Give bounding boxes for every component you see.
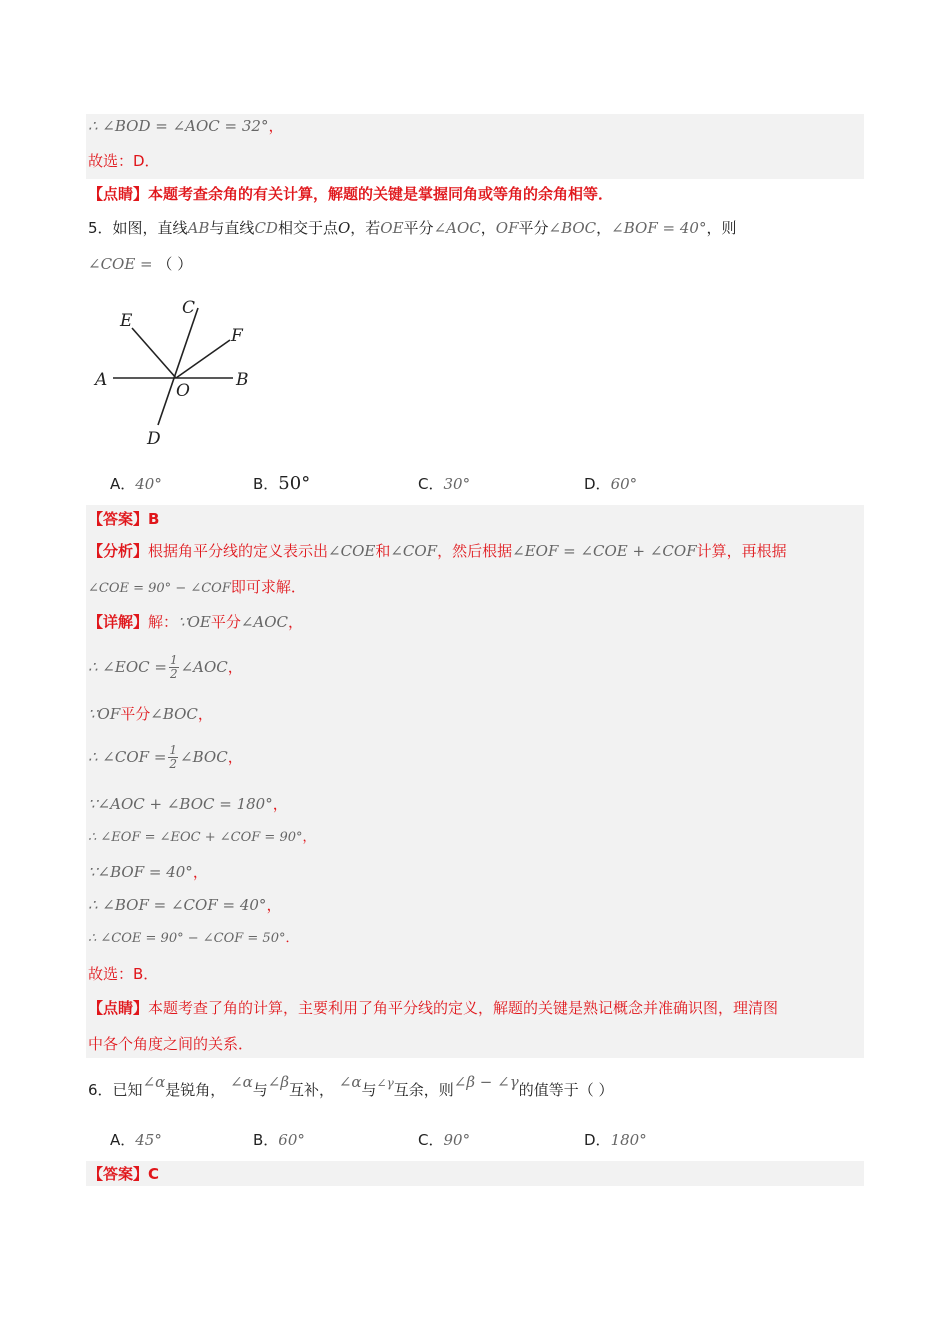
q5-stem-line2: ∠COE = （ ） (88, 255, 193, 273)
label-e: E (120, 311, 133, 331)
q5-analysis-line2: ∠COE = 90° − ∠COF即可求解． (88, 578, 306, 596)
label-a: A (95, 370, 108, 390)
ray-of (176, 340, 230, 378)
fraction-half: $\frac{1}{2}$ (169, 743, 178, 771)
q4-comment: 【点睛】本题考查余角的有关计算，解题的关键是掌握同角或等角的余角相等． (88, 185, 614, 203)
q5-step-cof: ∴ ∠COF = $\frac{1}{2}$ ∠BOC， (88, 743, 243, 771)
q5-figure (88, 290, 288, 460)
q6-stem: 6．已知∠α是锐角， ∠α与∠β互补， ∠α与$^{\angle\gamma}$互余，则∠β − ∠γ的值等于（ ） (88, 1073, 614, 1099)
label-f: F (231, 326, 243, 346)
q5-comment-line1: 【点睛】本题考查了角的计算，主要利用了角平分线的定义，解题的关键是熟记概念并准确识图，理清图 (88, 999, 779, 1017)
q5-step-coe: ∴ ∠COE = 90° − ∠COF = 50°． (88, 931, 299, 946)
q5-option-b[interactable]: B．50° (253, 473, 311, 494)
label-c: C (182, 298, 196, 318)
solution-block-6 (86, 1161, 864, 1186)
q5-answer: 【答案】B (88, 510, 160, 528)
label-o: O (176, 381, 190, 401)
q5-step-of: ∵OF平分∠BOC， (88, 705, 213, 723)
q4-conclusion: 故选：D． (88, 152, 160, 170)
q6-option-d[interactable]: D．180° (584, 1131, 647, 1149)
q5-option-a[interactable]: A．40° (110, 475, 162, 493)
q5-step-eoc: ∴ ∠EOC = $\frac{1}{2}$ ∠AOC， (88, 653, 243, 681)
q5-step-bof: ∵∠BOF = 40°， (88, 863, 208, 881)
label-d: D (147, 429, 161, 449)
fraction-half: $\frac{1}{2}$ (169, 653, 178, 681)
q5-comment-line2: 中各个角度之间的关系． (88, 1035, 254, 1053)
q5-detail-line1: 【详解】解：∵OE平分∠AOC， (88, 613, 304, 631)
q5-stem-line1: 5．如图，直线AB与直线CD相交于点O，若OE平分∠AOC，OF平分∠BOC，∠BOF = 40°，则 (88, 219, 737, 237)
q5-analysis-line1: 【分析】根据角平分线的定义表示出∠COE和∠COF，然后根据∠EOF = ∠COE + ∠COF计算，再根据 (88, 542, 787, 560)
q6-answer: 【答案】C (88, 1165, 160, 1183)
ray-oe (132, 328, 176, 378)
label-b: B (236, 370, 249, 390)
q5-step-bof-cof: ∴ ∠BOF = ∠COF = 40°， (88, 896, 282, 914)
q5-option-d[interactable]: D．60° (584, 475, 638, 493)
q6-option-c[interactable]: C．90° (418, 1131, 471, 1149)
q5-conclusion: 故选：B． (88, 965, 159, 983)
q4-math-line: ∴ ∠BOD = ∠AOC = 32°， (88, 117, 284, 135)
q6-option-a[interactable]: A．45° (110, 1131, 162, 1149)
q5-step-eof: ∴ ∠EOF = ∠EOC + ∠COF = 90°， (88, 830, 316, 845)
q6-option-b[interactable]: B．60° (253, 1131, 305, 1149)
q5-step-sum: ∵∠AOC + ∠BOC = 180°， (88, 795, 288, 813)
q5-option-c[interactable]: C．30° (418, 475, 471, 493)
